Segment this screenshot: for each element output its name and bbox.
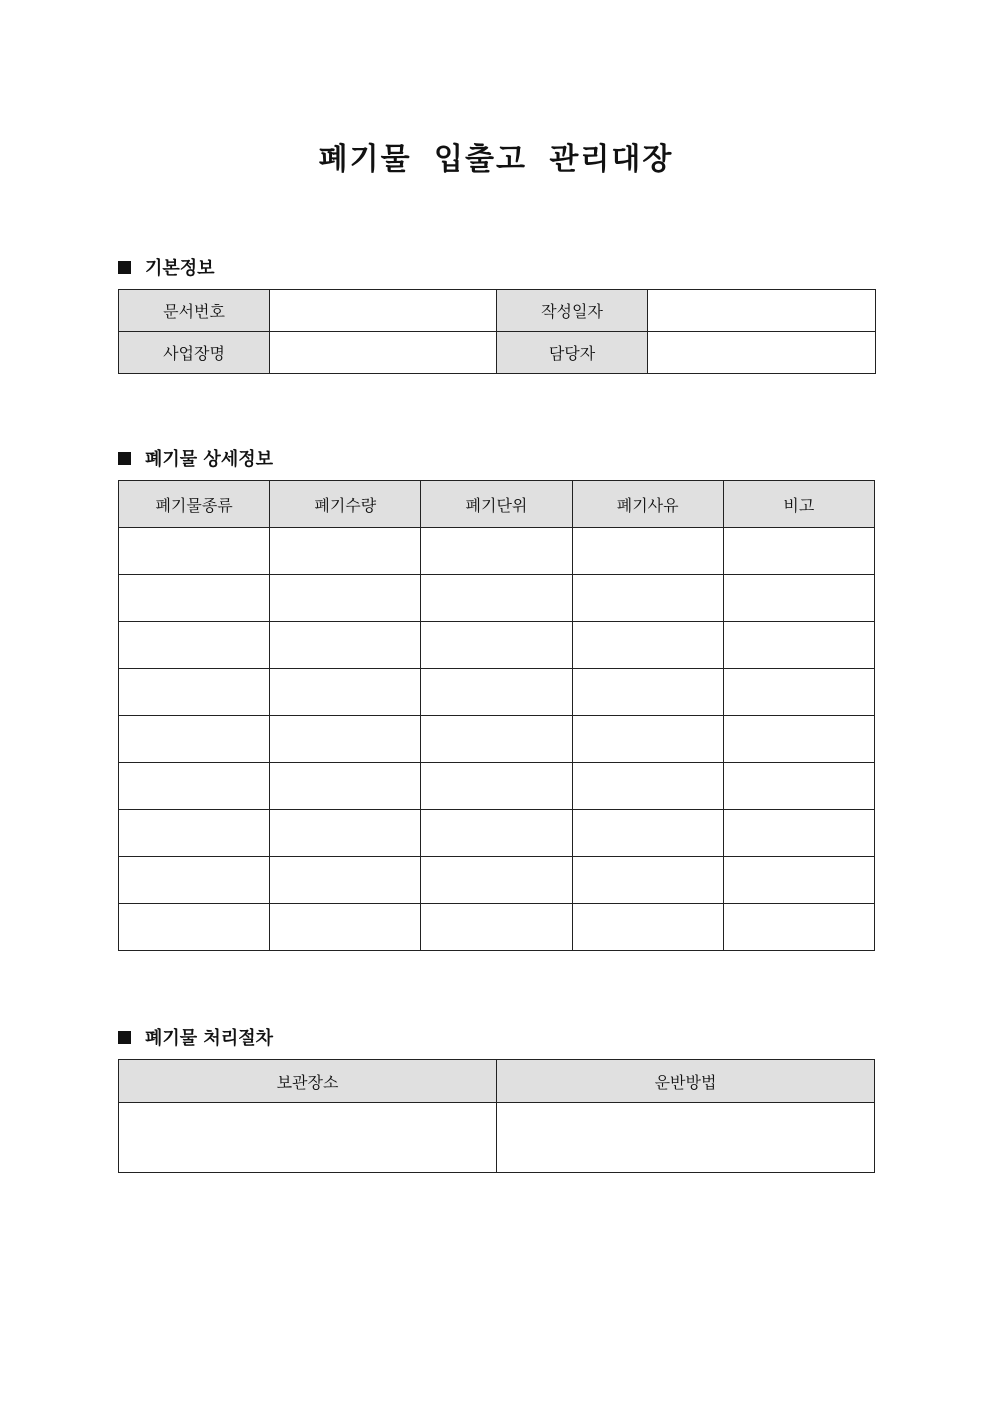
waste-type-cell[interactable] [119,575,270,622]
waste-type-cell[interactable] [119,904,270,951]
column-header-remarks: 비고 [723,481,874,528]
table-header-row [119,481,875,528]
quantity-cell[interactable] [270,857,421,904]
written-date-field[interactable] [648,290,876,332]
square-bullet-icon [118,1031,131,1044]
remarks-cell[interactable] [723,857,874,904]
quantity-cell[interactable] [270,904,421,951]
column-header-transport: 운반방법 [497,1060,875,1103]
waste-detail-table [118,480,875,951]
quantity-cell[interactable] [270,622,421,669]
column-header-quantity: 폐기수량 [270,481,421,528]
section-heading-detail [118,445,273,471]
reason-cell[interactable] [572,904,723,951]
reason-cell[interactable] [572,669,723,716]
table-row [119,622,875,669]
waste-type-cell[interactable] [119,669,270,716]
reason-cell[interactable] [572,716,723,763]
table-row [119,290,876,332]
reason-cell[interactable] [572,810,723,857]
doc-number-field[interactable] [270,290,497,332]
remarks-cell[interactable] [723,810,874,857]
manager-label: 담당자 [497,332,648,374]
unit-cell[interactable] [421,857,572,904]
section-heading-detail-label: 폐기물 상세정보 [145,449,273,470]
column-header-unit: 폐기단위 [421,481,572,528]
unit-cell[interactable] [421,763,572,810]
table-row [119,332,876,374]
waste-type-cell[interactable] [119,857,270,904]
table-row [119,810,875,857]
waste-type-cell[interactable] [119,622,270,669]
table-row [119,575,875,622]
column-header-waste-type: 폐기물종류 [119,481,270,528]
table-row [119,904,875,951]
remarks-cell[interactable] [723,904,874,951]
document-title: 폐기물 입출고 관리대장 [318,142,674,177]
table-row [119,1103,875,1173]
section-heading-process [118,1024,273,1050]
remarks-cell[interactable] [723,622,874,669]
unit-cell[interactable] [421,904,572,951]
unit-cell[interactable] [421,669,572,716]
waste-type-cell[interactable] [119,716,270,763]
written-date-label: 작성일자 [497,290,648,332]
waste-type-cell[interactable] [119,810,270,857]
quantity-cell[interactable] [270,810,421,857]
reason-cell[interactable] [572,528,723,575]
remarks-cell[interactable] [723,763,874,810]
basic-info-table [118,289,876,374]
table-header-row [119,1060,875,1103]
column-header-reason: 폐기사유 [572,481,723,528]
column-header-storage: 보관장소 [119,1060,497,1103]
remarks-cell[interactable] [723,669,874,716]
table-row [119,857,875,904]
table-row [119,669,875,716]
unit-cell[interactable] [421,622,572,669]
site-name-field[interactable] [270,332,497,374]
square-bullet-icon [118,261,131,274]
unit-cell[interactable] [421,716,572,763]
waste-type-cell[interactable] [119,763,270,810]
waste-process-table [118,1059,875,1173]
quantity-cell[interactable] [270,575,421,622]
section-heading-basic-label: 기본정보 [145,258,215,279]
quantity-cell[interactable] [270,669,421,716]
transport-field[interactable] [497,1103,875,1173]
quantity-cell[interactable] [270,528,421,575]
section-heading-process-label: 폐기물 처리절차 [145,1028,273,1049]
quantity-cell[interactable] [270,716,421,763]
table-row [119,716,875,763]
quantity-cell[interactable] [270,763,421,810]
remarks-cell[interactable] [723,575,874,622]
unit-cell[interactable] [421,575,572,622]
table-row [119,528,875,575]
unit-cell[interactable] [421,528,572,575]
manager-field[interactable] [648,332,876,374]
square-bullet-icon [118,452,131,465]
table-row [119,763,875,810]
reason-cell[interactable] [572,857,723,904]
waste-type-cell[interactable] [119,528,270,575]
doc-number-label: 문서번호 [119,290,270,332]
reason-cell[interactable] [572,575,723,622]
unit-cell[interactable] [421,810,572,857]
reason-cell[interactable] [572,763,723,810]
storage-field[interactable] [119,1103,497,1173]
waste-detail-body [119,528,875,951]
site-name-label: 사업장명 [119,332,270,374]
reason-cell[interactable] [572,622,723,669]
remarks-cell[interactable] [723,716,874,763]
section-heading-basic [118,254,215,280]
remarks-cell[interactable] [723,528,874,575]
